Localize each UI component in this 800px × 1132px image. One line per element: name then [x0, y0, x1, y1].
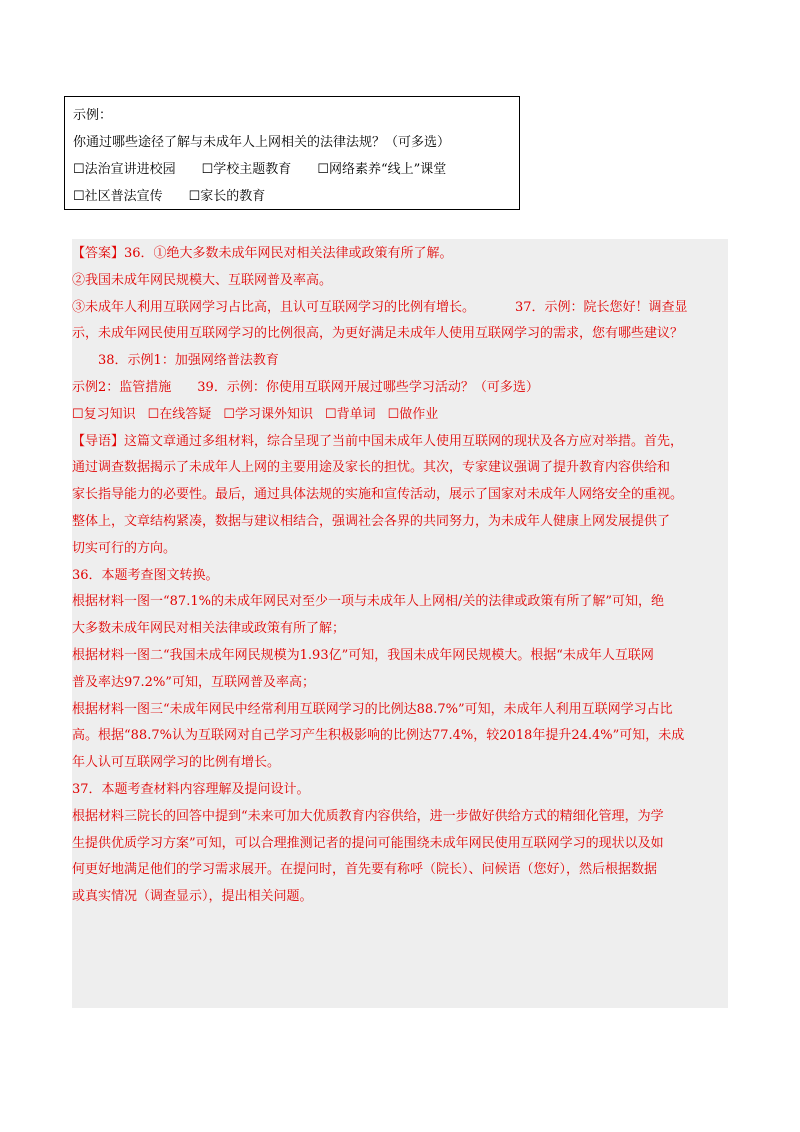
checkbox-option: ☐学习课外知识: [223, 406, 313, 422]
checkbox-option: ☐背单词: [324, 406, 376, 422]
checkbox-option: ☐社区普法宣传: [73, 189, 163, 204]
example-box: [64, 96, 520, 210]
q36-line: 高。根据“88.7%认为互联网对自己学习产生积极影响的比例达77.4%，较2018年提升24.4%”可知，未成: [72, 728, 685, 744]
checkbox-option: ☐学校主题教育: [201, 162, 292, 177]
checkbox-option: ☐网络素养“线上”课堂: [317, 162, 447, 177]
q36-line: 普及率达97.2%”可知，互联网普及率高；: [72, 674, 315, 690]
checkbox-option: ☐法治宣讲进校园: [73, 162, 176, 177]
example-options-row-2: [73, 183, 511, 210]
q37-line: 何更好地满足他们的学习需求展开。在提问时，首先要有称呼（院长）、问候语（您好），然后根据数据: [72, 862, 658, 878]
guide-line: 【导语】这篇文章通过多组材料，综合呈现了当前中国未成年人使用互联网的现状及各方应对举措。首先，: [72, 433, 684, 449]
checkbox-option: ☐复习知识: [72, 406, 136, 422]
checkbox-option: ☐家长的教育: [188, 189, 266, 204]
q36-line: 年人认可互联网学习的比例有增长。: [72, 755, 281, 771]
answer-section: [72, 239, 728, 1008]
q37-line: 或真实情况（调查显示），提出相关问题。: [72, 889, 313, 905]
answer-line: ③未成年人利用互联网学习占比高，且认可互联网学习的比例有增长。 37．示例：院长您好！调查显: [72, 299, 688, 315]
guide-line: 通过调查数据揭示了未成年人上网的主要用途及家长的担忧。其次，专家建议强调了提升教育内容供给和: [72, 460, 671, 476]
checkbox-option: ☐在线答疑: [147, 406, 212, 422]
q37-line: 根据材料三院长的回答中提到“未来可加大优质教育内容供给，进一步做好供给方式的精细化管理，为学: [72, 808, 664, 824]
q36-title: 36．本题考查图文转换。: [72, 567, 219, 583]
answer-line: 【答案】36．①绝大多数未成年网民对相关法律或政策有所了解。: [72, 246, 453, 261]
example-label: 示例：: [73, 108, 113, 123]
guide-tag: 【导语】: [72, 433, 125, 449]
guide-line: 切实可行的方向。: [72, 540, 177, 556]
answer-tag: 【答案】: [72, 246, 125, 261]
q37-title: 37．本题考查材料内容理解及提问设计。: [72, 781, 310, 797]
example-question: 你通过哪些途径了解与未成年人上网相关的法律法规？（可多选）: [73, 135, 451, 150]
answer-line: 示，未成年网民使用互联网学习的比例很高，为更好满足未成年人使用互联网学习的需求，您有哪些建议？: [72, 326, 684, 342]
answer-line: 38．示例1：加强网络普法教育: [98, 353, 279, 369]
checkbox-option: ☐做作业: [387, 406, 439, 422]
answer-line: ②我国未成年网民规模大、互联网普及率高。: [72, 272, 333, 288]
q36-line: 根据材料一图三“未成年网民中经常利用互联网学习的比例达88.7%”可知，未成年人利用互联网学习占比: [72, 701, 673, 717]
answer-line: 示例2：监管措施 39．示例：你使用互联网开展过哪些学习活动？（可多选）: [72, 379, 539, 395]
q36-line: 根据材料一图二“我国未成年网民规模为1.93亿”可知，我国未成年网民规模大。根据“未成年人互联网: [72, 647, 654, 663]
guide-line: 整体上，文章结构紧凑，数据与建议相结合，强调社会各界的共同努力，为未成年人健康上网发展提供了: [72, 513, 671, 529]
q37-line: 生提供优质学习方案”可知，可以合理推测记者的提问可能围绕未成年网民使用互联网学习的现状以及如: [72, 835, 664, 851]
answer-options: [72, 402, 728, 429]
q36-line: 根据材料一图一“87.1%的未成年网民对至少一项与未成年人上网相/关的法律或政策有所了解”可知，绝: [72, 594, 664, 610]
example-options-row-1: [73, 156, 511, 183]
guide-line: 家长指导能力的必要性。最后，通过具体法规的实施和宣传活动，展示了国家对未成年人网络安全的重视。: [72, 487, 684, 503]
q36-line: 大多数未成年网民对相关法律或政策有所了解；: [72, 621, 346, 637]
